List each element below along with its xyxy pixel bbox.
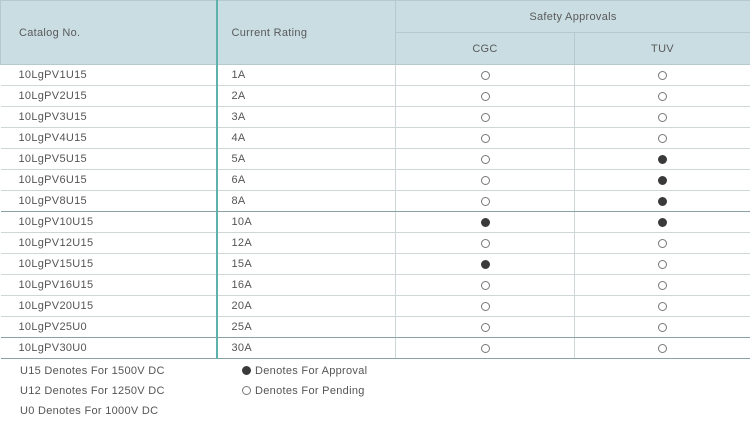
catalog-number-cell: 10LgPV10U15: [1, 212, 217, 233]
table-row: [1, 149, 750, 170]
open-circle-icon: [658, 323, 667, 332]
tuv-status-cell: [575, 296, 750, 317]
table-row: [1, 254, 750, 275]
cgc-status-cell: [396, 191, 575, 212]
filled-circle-icon: [658, 218, 667, 227]
header-cgc: CGC: [396, 33, 575, 65]
catalog-number-cell: 10LgPV12U15: [1, 233, 217, 254]
current-rating-cell: 3A: [217, 107, 396, 128]
open-circle-icon: [658, 92, 667, 101]
current-rating-cell: 1A: [217, 65, 396, 86]
note-u0: U0 Denotes For 1000V DC: [20, 405, 159, 417]
catalog-number-cell: 10LgPV4U15: [1, 128, 217, 149]
filled-circle-icon: [658, 155, 667, 164]
open-circle-icon: [481, 92, 490, 101]
open-circle-icon: [481, 281, 490, 290]
tuv-status-cell: [575, 233, 750, 254]
table-row: [1, 275, 750, 296]
open-circle-icon: [481, 197, 490, 206]
open-circle-icon: [658, 281, 667, 290]
legend-approval-label: Denotes For Approval: [255, 365, 368, 377]
open-circle-icon: [481, 176, 490, 185]
voltage-notes: [20, 361, 165, 421]
note-u15: U15 Denotes For 1500V DC: [20, 365, 165, 377]
current-rating-cell: 5A: [217, 149, 396, 170]
header-catalog-no: Catalog No.: [1, 1, 217, 65]
open-circle-icon: [481, 71, 490, 80]
current-rating-cell: 25A: [217, 317, 396, 338]
current-rating-cell: 30A: [217, 338, 396, 359]
current-rating-cell: 2A: [217, 86, 396, 107]
open-circle-icon: [481, 239, 490, 248]
note-u12: U12 Denotes For 1250V DC: [20, 385, 165, 397]
table-row: [1, 317, 750, 338]
cgc-status-cell: [396, 338, 575, 359]
table-row: [1, 212, 750, 233]
table-row: [1, 65, 750, 86]
table-body: [1, 65, 750, 359]
symbol-legend: [242, 361, 367, 401]
catalog-number-cell: 10LgPV1U15: [1, 65, 217, 86]
catalog-number-cell: 10LgPV15U15: [1, 254, 217, 275]
catalog-number-cell: 10LgPV8U15: [1, 191, 217, 212]
open-circle-icon: [481, 323, 490, 332]
current-rating-cell: 6A: [217, 170, 396, 191]
catalog-number-cell: 10LgPV2U15: [1, 86, 217, 107]
header-current-rating: Current Rating: [217, 1, 396, 65]
tuv-status-cell: [575, 275, 750, 296]
open-circle-icon: [658, 260, 667, 269]
tuv-status-cell: [575, 128, 750, 149]
open-circle-icon: [658, 239, 667, 248]
table-row: [1, 107, 750, 128]
filled-circle-icon: [481, 218, 490, 227]
catalog-number-cell: 10LgPV3U15: [1, 107, 217, 128]
open-circle-icon: [658, 134, 667, 143]
tuv-status-cell: [575, 254, 750, 275]
catalog-number-cell: 10LgPV16U15: [1, 275, 217, 296]
table-row: [1, 128, 750, 149]
current-rating-cell: 4A: [217, 128, 396, 149]
current-rating-cell: 10A: [217, 212, 396, 233]
cgc-status-cell: [396, 317, 575, 338]
header-tuv: TUV: [575, 33, 750, 65]
open-circle-icon: [481, 344, 490, 353]
cgc-status-cell: [396, 65, 575, 86]
cgc-status-cell: [396, 212, 575, 233]
current-rating-cell: 12A: [217, 233, 396, 254]
cgc-status-cell: [396, 233, 575, 254]
current-rating-cell: 8A: [217, 191, 396, 212]
cgc-status-cell: [396, 107, 575, 128]
cgc-status-cell: [396, 170, 575, 191]
current-rating-cell: 20A: [217, 296, 396, 317]
table-row: [1, 233, 750, 254]
filled-circle-icon: [658, 176, 667, 185]
open-circle-icon: [481, 155, 490, 164]
open-circle-icon: [481, 134, 490, 143]
cgc-status-cell: [396, 128, 575, 149]
catalog-number-cell: 10LgPV30U0: [1, 338, 217, 359]
current-rating-cell: 15A: [217, 254, 396, 275]
current-rating-cell: 16A: [217, 275, 396, 296]
tuv-status-cell: [575, 86, 750, 107]
cgc-status-cell: [396, 86, 575, 107]
open-circle-icon: [242, 386, 251, 395]
table-row: [1, 191, 750, 212]
header-safety-approvals: Safety Approvals: [396, 1, 750, 33]
open-circle-icon: [481, 302, 490, 311]
filled-circle-icon: [481, 260, 490, 269]
tuv-status-cell: [575, 317, 750, 338]
tuv-status-cell: [575, 107, 750, 128]
filled-circle-icon: [242, 366, 251, 375]
table-row: [1, 296, 750, 317]
tuv-status-cell: [575, 65, 750, 86]
tuv-status-cell: [575, 212, 750, 233]
tuv-status-cell: [575, 338, 750, 359]
catalog-number-cell: 10LgPV5U15: [1, 149, 217, 170]
table-row: [1, 170, 750, 191]
open-circle-icon: [658, 71, 667, 80]
tuv-status-cell: [575, 170, 750, 191]
filled-circle-icon: [658, 197, 667, 206]
catalog-number-cell: 10LgPV25U0: [1, 317, 217, 338]
table-row: [1, 86, 750, 107]
cgc-status-cell: [396, 275, 575, 296]
tuv-status-cell: [575, 149, 750, 170]
open-circle-icon: [658, 344, 667, 353]
table-header: [1, 1, 750, 65]
legend-pending-label: Denotes For Pending: [255, 385, 365, 397]
open-circle-icon: [658, 302, 667, 311]
open-circle-icon: [481, 113, 490, 122]
legend-pending: [242, 381, 367, 401]
cgc-status-cell: [396, 149, 575, 170]
cgc-status-cell: [396, 254, 575, 275]
catalog-number-cell: 10LgPV6U15: [1, 170, 217, 191]
table-row: [1, 338, 750, 359]
cgc-status-cell: [396, 296, 575, 317]
open-circle-icon: [658, 113, 667, 122]
catalog-number-cell: 10LgPV20U15: [1, 296, 217, 317]
legend-approval: [242, 361, 367, 381]
tuv-status-cell: [575, 191, 750, 212]
